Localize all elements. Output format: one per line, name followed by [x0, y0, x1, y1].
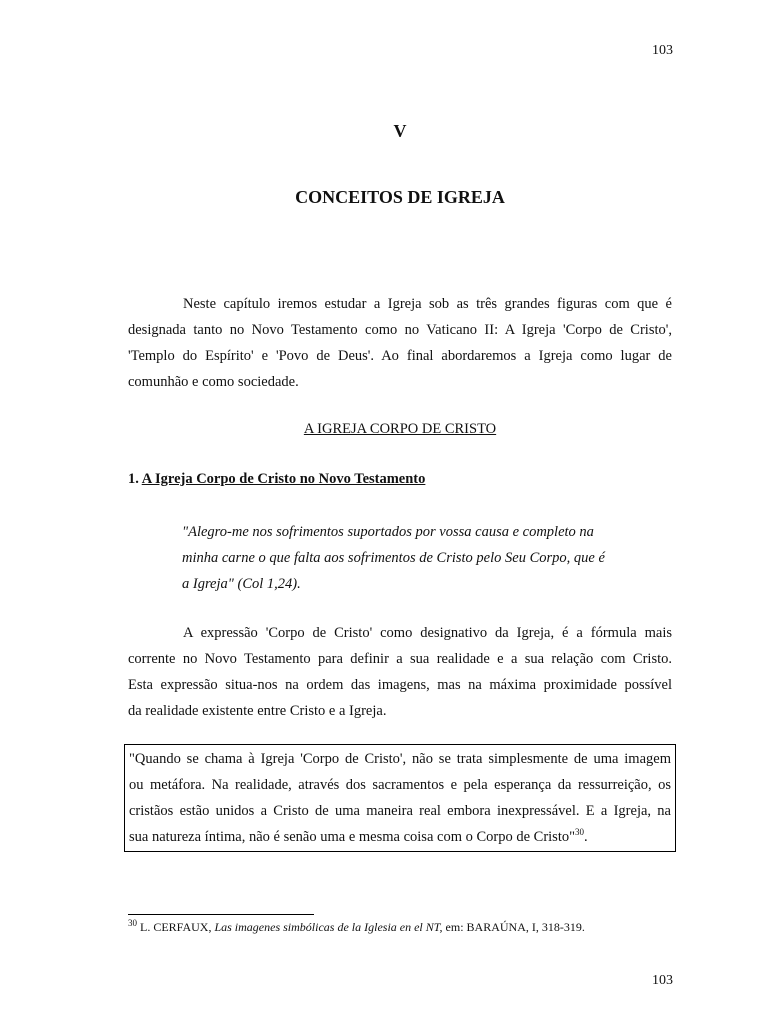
scripture-quote	[182, 519, 642, 597]
subheading-text: A Igreja Corpo de Cristo no Novo Testamento	[141, 471, 426, 487]
chapter-title: CONCEITOS DE IGREJA	[295, 187, 505, 207]
paragraph-line: Esta expressão situa-nos na ordem das imagens, mas na máxima proximidade possível	[128, 677, 672, 693]
quote-line: a Igreja" (Col 1,24).	[182, 576, 301, 592]
page-number-top: 103	[652, 43, 673, 58]
box-end: .	[584, 829, 588, 845]
section-heading: A IGREJA CORPO DE CRISTO	[303, 421, 497, 437]
intro-paragraph	[128, 291, 672, 395]
paragraph-line: A expressão 'Corpo de Cristo' como designativo da Igreja, é a fórmula mais	[183, 625, 672, 641]
footnote-number: 30	[128, 918, 137, 928]
paragraph-line: designada tanto no Novo Testamento como no Vaticano II: A Igreja 'Corpo de Cristo',	[128, 322, 672, 338]
footnote-author: L. CERFAUX,	[137, 920, 215, 934]
footnote-divider	[128, 914, 314, 915]
quote-line: minha carne o que falta aos sofrimentos de Cristo pelo Seu Corpo, que é	[182, 550, 605, 566]
quote-line: "Alegro-me nos sofrimentos suportados por vossa causa e completo na	[182, 524, 594, 540]
box-line: sua natureza íntima, não é senão uma e mesma coisa com o Corpo de Cristo"	[129, 829, 576, 845]
paragraph-line: Neste capítulo iremos estudar a Igreja sob as três grandes figuras com que é	[183, 296, 672, 312]
paragraph-line: corrente no Novo Testamento para definir a sua realidade e a sua relação com Cristo.	[128, 651, 672, 667]
subheading-number: 1.	[128, 471, 142, 487]
footnote-rest: em: BARAÚNA, I, 318-319.	[442, 920, 585, 934]
chapter-number: V	[393, 121, 407, 141]
footnote-reference[interactable]: 30	[575, 827, 585, 838]
box-line: ou metáfora. Na realidade, através dos sacramentos e pela esperança da ressurreição, os	[129, 777, 671, 793]
body-paragraph	[128, 620, 672, 724]
footnote	[128, 920, 585, 935]
box-line: cristãos estão unidos a Cristo de uma maneira real embora inexpressável. E a Igreja, na	[129, 803, 671, 819]
paragraph-line: da realidade existente entre Cristo e a Igreja.	[128, 703, 387, 719]
page-number-bottom: 103	[652, 973, 673, 988]
footnote-title: Las imagenes simbólicas de la Iglesia en el NT,	[214, 920, 443, 934]
paragraph-line: comunhão e como sociedade.	[128, 374, 299, 390]
box-line: "Quando se chama à Igreja 'Corpo de Cristo', não se trata simplesmente de uma imagem	[129, 751, 671, 767]
paragraph-line: 'Templo do Espírito' e 'Povo de Deus'. Ao final abordaremos a Igreja como lugar de	[128, 348, 672, 364]
subheading	[128, 471, 425, 488]
boxed-quote	[124, 744, 676, 852]
